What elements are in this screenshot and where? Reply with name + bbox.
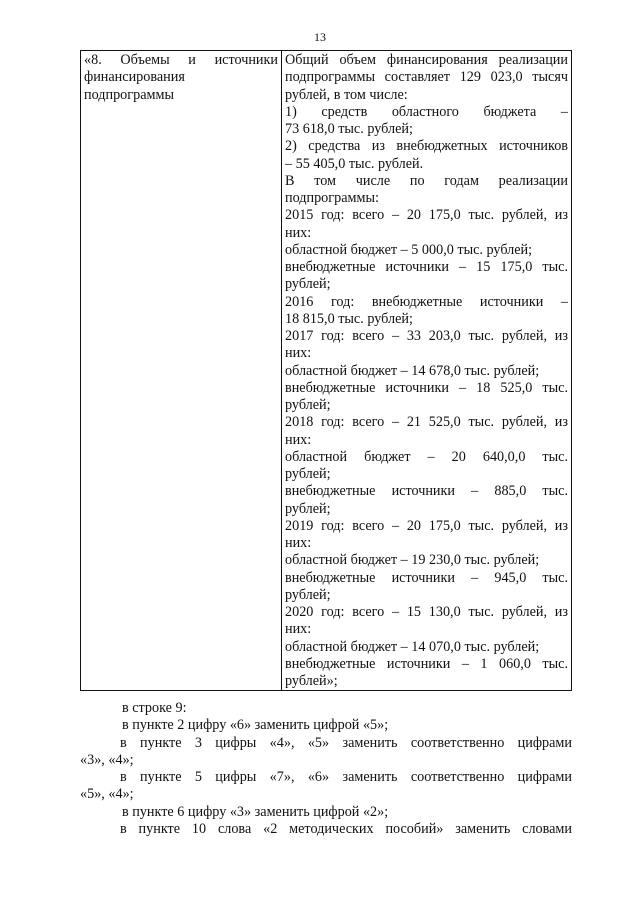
right-cell-line: них: xyxy=(285,431,312,448)
right-cell-line: них: xyxy=(285,535,312,551)
paragraph: в пункте 2 цифру «6» заменить цифрой «5»; xyxy=(122,717,389,734)
right-cell-line: них: xyxy=(285,345,312,362)
table-right-cell xyxy=(282,51,572,691)
right-cell-line: рублей»; xyxy=(285,673,338,689)
financing-table xyxy=(80,50,572,691)
right-cell-line: 2017 год: всего – 33 203,0 тыс. рублей, из xyxy=(285,328,568,344)
paragraph: в пункте 6 цифру «3» заменить цифрой «2»; xyxy=(122,803,389,820)
left-cell-line: подпрограммы xyxy=(84,86,174,103)
right-cell-line: областной бюджет – 14 678,0 тыс. рублей; xyxy=(285,362,540,379)
right-cell-line: 2020 год: всего – 15 130,0 тыс. рублей, из xyxy=(285,604,568,620)
right-cell-line: рублей; xyxy=(285,586,331,603)
paragraph: в пункте 3 цифры «4», «5» заменить соответственно цифрами xyxy=(120,734,572,751)
right-cell-line: 2015 год: всего – 20 175,0 тыс. рублей, из xyxy=(285,207,568,224)
paragraph-continuation: «5», «4»; xyxy=(80,786,134,803)
right-cell-line: внебюджетные источники – 945,0 тыс. xyxy=(285,569,568,586)
right-cell-line: них: xyxy=(285,224,312,241)
right-cell-line: внебюджетные источники – 18 525,0 тыс. xyxy=(285,379,568,396)
right-cell-line: 2018 год: всего – 21 525,0 тыс. рублей, из xyxy=(285,414,568,431)
right-cell-line: 2019 год: всего – 20 175,0 тыс. рублей, из xyxy=(285,517,568,534)
right-cell-line: областной бюджет – 5 000,0 тыс. рублей; xyxy=(285,241,533,258)
paragraph: в пункте 10 слова «2 методических пособий» заменить словами xyxy=(120,821,572,838)
right-cell-line: – 55 405,0 тыс. рублей. xyxy=(285,155,424,172)
right-cell-line: Общий объем финансирования реализации xyxy=(285,52,568,68)
right-cell-line: 2) средства из внебюджетных источников xyxy=(285,138,568,155)
right-cell-line: В том числе по годам реализации xyxy=(285,172,568,189)
right-cell-line: внебюджетные источники – 15 175,0 тыс. xyxy=(285,259,568,275)
right-cell-line: рублей; xyxy=(285,466,331,482)
right-cell-line: рублей, в том числе: xyxy=(285,86,408,103)
page-number: 13 xyxy=(314,30,326,44)
right-cell-line: рублей; xyxy=(285,276,331,293)
table-row xyxy=(81,51,572,691)
right-cell-line: них: xyxy=(285,621,312,638)
right-cell-line: рублей; xyxy=(285,397,331,413)
paragraph: в строке 9: xyxy=(122,700,187,716)
right-cell-line: областной бюджет – 19 230,0 тыс. рублей; xyxy=(285,552,540,569)
left-cell-line: финансирования xyxy=(84,69,185,86)
right-cell-line: областной бюджет – 14 070,0 тыс. рублей; xyxy=(285,638,540,655)
right-cell-line: рублей; xyxy=(285,500,331,517)
left-cell-line: «8. Объемы и источники xyxy=(84,52,278,68)
body-text xyxy=(80,700,572,838)
right-cell-line: 18 815,0 тыс. рублей; xyxy=(285,310,413,327)
right-cell-line: 73 618,0 тыс. рублей; xyxy=(285,121,413,137)
paragraph: в пункте 5 цифры «7», «6» заменить соответственно цифрами xyxy=(120,769,572,786)
right-cell-line: областной бюджет – 20 640,0,0 тыс. xyxy=(285,448,568,465)
right-cell-line: внебюджетные источники – 885,0 тыс. xyxy=(285,483,568,500)
right-cell-line: 1) средств областного бюджета – xyxy=(285,103,568,120)
table-left-cell xyxy=(81,51,282,691)
right-cell-line: внебюджетные источники – 1 060,0 тыс. xyxy=(285,655,568,672)
right-cell-line: подпрограммы: xyxy=(285,190,379,206)
paragraph-continuation: «3», «4»; xyxy=(80,751,134,768)
right-cell-line: 2016 год: внебюджетные источники – xyxy=(285,293,568,310)
right-cell-line: подпрограммы составляет 129 023,0 тысяч xyxy=(285,69,568,86)
